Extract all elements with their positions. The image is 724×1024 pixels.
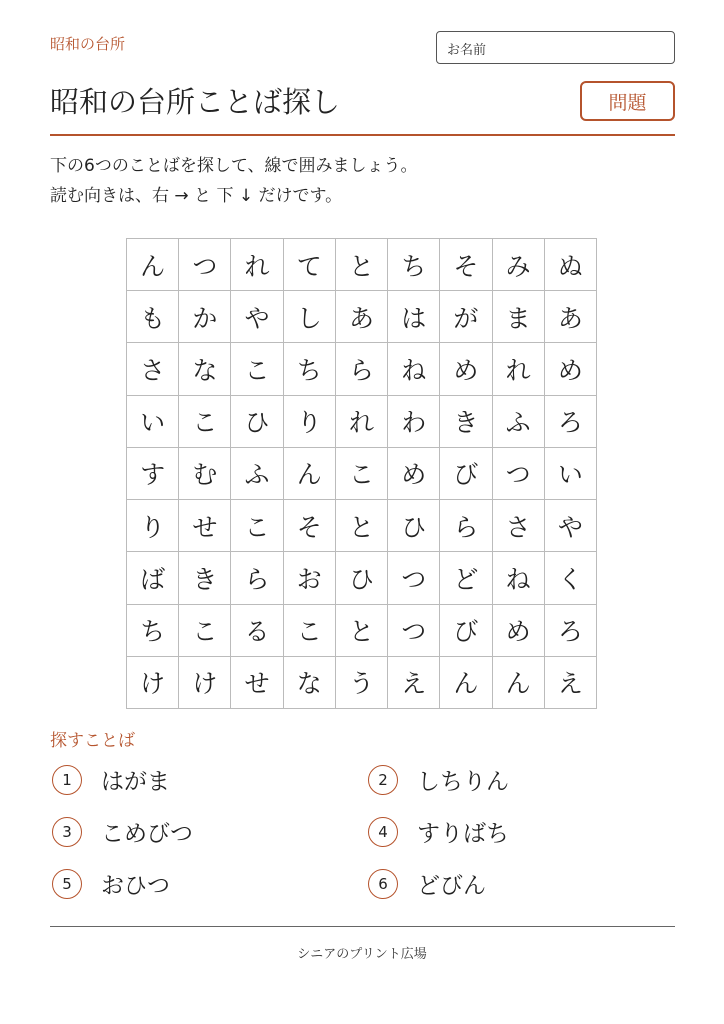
grid-cell[interactable]: ぬ — [545, 239, 597, 291]
grid-cell[interactable]: つ — [493, 448, 545, 500]
problem-badge: 問題 — [580, 81, 675, 121]
grid-cell[interactable]: む — [179, 448, 231, 500]
footer-divider — [50, 926, 675, 927]
words-section-label: 探すことば — [50, 731, 135, 751]
grid-cell[interactable]: そ — [440, 239, 492, 291]
grid-cell[interactable]: ふ — [493, 396, 545, 448]
word-item — [368, 867, 486, 900]
grid-cell[interactable]: ろ — [545, 396, 597, 448]
word-number-badge: 1 — [52, 765, 82, 795]
grid-cell[interactable]: こ — [179, 396, 231, 448]
grid-cell[interactable]: く — [545, 552, 597, 604]
grid-cell[interactable]: し — [284, 291, 336, 343]
page-title: 昭和の台所ことば探し — [50, 85, 341, 119]
grid-cell[interactable]: み — [493, 239, 545, 291]
grid-cell[interactable]: れ — [493, 343, 545, 395]
grid-cell[interactable]: と — [336, 500, 388, 552]
word-text: すりばち — [417, 821, 509, 847]
grid-cell[interactable]: な — [179, 343, 231, 395]
grid-cell[interactable]: が — [440, 291, 492, 343]
grid-cell[interactable]: け — [127, 657, 179, 709]
grid-cell[interactable]: と — [336, 605, 388, 657]
grid-cell[interactable]: ち — [388, 239, 440, 291]
grid-cell[interactable]: ら — [336, 343, 388, 395]
word-text: こめびつ — [101, 821, 193, 847]
grid-cell[interactable]: つ — [388, 605, 440, 657]
grid-cell[interactable]: そ — [284, 500, 336, 552]
grid-cell[interactable]: て — [284, 239, 336, 291]
grid-cell[interactable]: う — [336, 657, 388, 709]
grid-cell[interactable]: は — [388, 291, 440, 343]
grid-cell[interactable]: ひ — [231, 396, 283, 448]
grid-cell[interactable]: わ — [388, 396, 440, 448]
grid-cell[interactable]: る — [231, 605, 283, 657]
grid-cell[interactable]: こ — [231, 343, 283, 395]
grid-cell[interactable]: ど — [440, 552, 492, 604]
grid-cell[interactable]: お — [284, 552, 336, 604]
grid-cell[interactable]: ん — [493, 657, 545, 709]
grid-cell[interactable]: ろ — [545, 605, 597, 657]
grid-cell[interactable]: か — [179, 291, 231, 343]
grid-cell[interactable]: き — [179, 552, 231, 604]
grid-cell[interactable]: さ — [493, 500, 545, 552]
grid-cell[interactable]: め — [388, 448, 440, 500]
word-text: おひつ — [101, 873, 170, 899]
footer-credit: シニアのプリント広場 — [297, 947, 427, 962]
word-text: しちりん — [417, 769, 509, 795]
grid-cell[interactable]: と — [336, 239, 388, 291]
grid-cell[interactable]: き — [440, 396, 492, 448]
grid-cell[interactable]: い — [127, 396, 179, 448]
grid-cell[interactable]: れ — [336, 396, 388, 448]
word-list — [52, 763, 612, 903]
grid-cell[interactable]: こ — [284, 605, 336, 657]
grid-cell[interactable]: ひ — [388, 500, 440, 552]
grid-cell[interactable]: め — [545, 343, 597, 395]
grid-cell[interactable]: こ — [336, 448, 388, 500]
grid-cell[interactable]: ん — [127, 239, 179, 291]
name-field-label: お名前 — [447, 43, 487, 58]
grid-cell[interactable]: ら — [440, 500, 492, 552]
grid-cell[interactable]: ふ — [231, 448, 283, 500]
grid-cell[interactable]: ん — [284, 448, 336, 500]
grid-cell[interactable]: つ — [388, 552, 440, 604]
grid-cell[interactable]: え — [388, 657, 440, 709]
grid-cell[interactable]: ね — [388, 343, 440, 395]
grid-cell[interactable]: ば — [127, 552, 179, 604]
grid-cell[interactable]: い — [545, 448, 597, 500]
instruction-line-2: 読む向きは、右 → と 下 ↓ だけです。 — [50, 186, 343, 206]
grid-cell[interactable]: や — [231, 291, 283, 343]
grid-cell[interactable]: あ — [336, 291, 388, 343]
grid-cell[interactable]: つ — [179, 239, 231, 291]
word-item — [52, 763, 170, 796]
grid-cell[interactable]: め — [440, 343, 492, 395]
word-number-badge: 5 — [52, 869, 82, 899]
grid-cell[interactable]: こ — [231, 500, 283, 552]
grid-cell[interactable]: す — [127, 448, 179, 500]
header-divider — [50, 134, 675, 136]
grid-cell[interactable]: ら — [231, 552, 283, 604]
grid-cell[interactable]: え — [545, 657, 597, 709]
grid-cell[interactable]: ち — [284, 343, 336, 395]
grid-cell[interactable]: ま — [493, 291, 545, 343]
grid-cell[interactable]: け — [179, 657, 231, 709]
grid-cell[interactable]: び — [440, 448, 492, 500]
word-number-badge: 2 — [368, 765, 398, 795]
grid-cell[interactable]: ひ — [336, 552, 388, 604]
word-item — [52, 867, 170, 900]
word-text: どびん — [417, 873, 486, 899]
grid-cell[interactable]: せ — [231, 657, 283, 709]
word-number-badge: 4 — [368, 817, 398, 847]
word-item — [368, 815, 509, 848]
grid-cell[interactable]: さ — [127, 343, 179, 395]
word-text: はがま — [101, 769, 170, 795]
instruction-line-1: 下の6つのことばを探して、線で囲みましょう。 — [50, 156, 418, 176]
grid-cell[interactable]: も — [127, 291, 179, 343]
grid-cell[interactable]: な — [284, 657, 336, 709]
grid-cell[interactable]: り — [284, 396, 336, 448]
word-number-badge: 3 — [52, 817, 82, 847]
category-label: 昭和の台所 — [50, 35, 126, 53]
grid-cell[interactable]: ね — [493, 552, 545, 604]
grid-cell[interactable]: ん — [440, 657, 492, 709]
grid-cell[interactable]: ち — [127, 605, 179, 657]
word-item — [52, 815, 193, 848]
name-field[interactable] — [436, 31, 675, 64]
word-number-badge: 6 — [368, 869, 398, 899]
grid-cell[interactable]: せ — [179, 500, 231, 552]
grid-cell[interactable]: れ — [231, 239, 283, 291]
grid-cell[interactable]: こ — [179, 605, 231, 657]
grid-cell[interactable]: び — [440, 605, 492, 657]
word-item — [368, 763, 509, 796]
grid-cell[interactable]: あ — [545, 291, 597, 343]
word-search-grid[interactable] — [126, 238, 597, 709]
grid-cell[interactable]: り — [127, 500, 179, 552]
grid-cell[interactable]: や — [545, 500, 597, 552]
grid-cell[interactable]: め — [493, 605, 545, 657]
